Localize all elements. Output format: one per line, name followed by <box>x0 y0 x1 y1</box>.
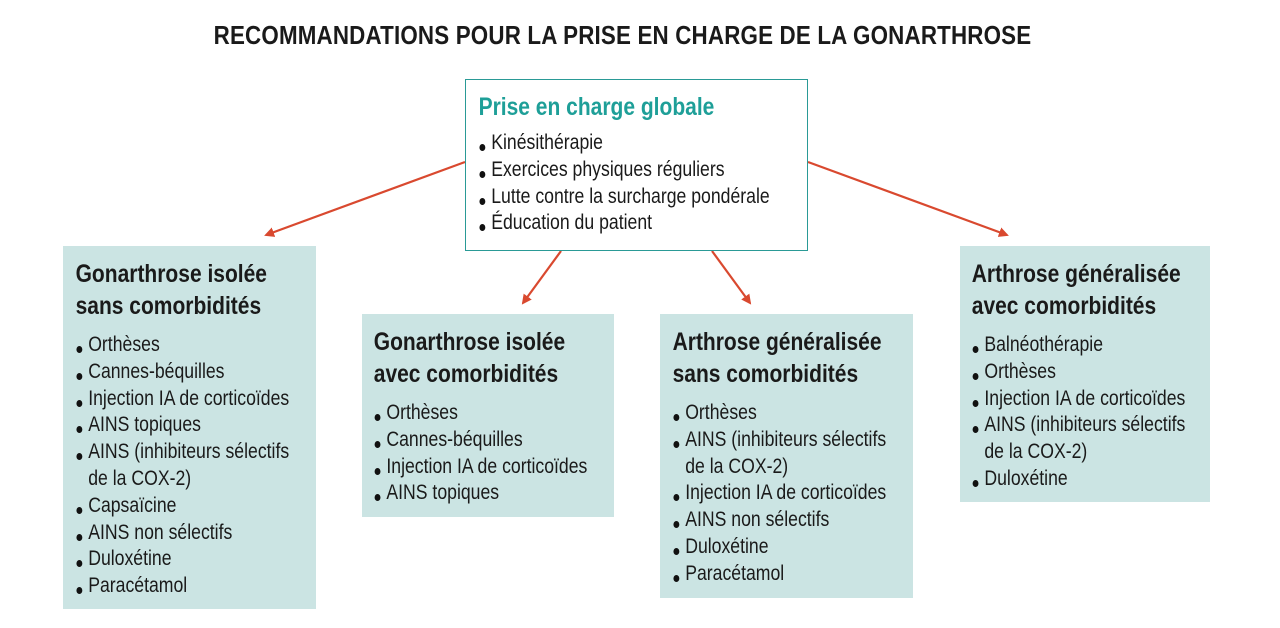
list-item: Lutte contre la surcharge pondérale <box>479 184 753 211</box>
list-item: Cannes-béquilles <box>76 359 276 386</box>
arrow-to-box-2 <box>523 251 561 303</box>
global-care-box <box>465 79 808 251</box>
list-item: Capsaïcine <box>76 493 276 520</box>
arrow-to-box-3 <box>712 251 750 303</box>
diagram-title: RECOMMANDATIONS POUR LA PRISE EN CHARGE DE LA GONARTHROSE <box>213 20 1032 50</box>
list-item: Kinésithérapie <box>479 130 753 157</box>
list-item: AINS topiques <box>374 480 574 507</box>
box-title: Gonarthrose isolée avec comorbidités <box>373 328 566 388</box>
list-item: AINS topiques <box>76 412 276 439</box>
arrow-to-box-1 <box>266 162 465 235</box>
list-item: Injection IA de corticoïdes <box>972 386 1170 413</box>
list-item: Orthèses <box>76 332 276 359</box>
box-title: Gonarthrose isolée sans comorbidités <box>75 260 268 320</box>
arrow-to-box-4 <box>808 162 1007 235</box>
list-item: Paracétamol <box>76 573 276 600</box>
treatment-list <box>76 332 290 600</box>
global-care-title: Prise en charge globale <box>478 93 715 121</box>
list-item: AINS non sélectifs <box>673 507 873 534</box>
list-item: Injection IA de corticoïdes <box>374 454 574 481</box>
list-item: AINS non sélectifs <box>76 520 276 547</box>
list-item: Éducation du patient <box>479 210 753 237</box>
list-item: Orthèses <box>374 400 574 427</box>
treatment-list <box>374 400 588 507</box>
list-item: Injection IA de corticoïdes <box>673 480 873 507</box>
box-title: Arthrose généralisée avec comorbidités <box>971 260 1181 320</box>
global-care-list <box>479 130 770 237</box>
treatment-list <box>673 400 887 588</box>
list-item: Orthèses <box>972 359 1170 386</box>
list-item: Duloxétine <box>76 546 276 573</box>
generalized-oa-with-comorbidities-box <box>960 246 1210 502</box>
list-item: Balnéothérapie <box>972 332 1170 359</box>
list-item: Duloxétine <box>972 466 1170 493</box>
list-item: Exercices physiques réguliers <box>479 157 753 184</box>
list-item: Injection IA de corticoïdes <box>76 386 276 413</box>
generalized-oa-no-comorbidities-box <box>660 314 913 598</box>
box-title: Arthrose généralisée sans comorbidités <box>672 328 882 388</box>
list-item: AINS (inhibiteurs sélectifs de la COX-2) <box>76 439 276 493</box>
list-item: Orthèses <box>673 400 873 427</box>
isolated-knee-oa-no-comorbidities-box <box>63 246 316 609</box>
treatment-list <box>972 332 1186 493</box>
list-item: AINS (inhibiteurs sélectifs de la COX-2) <box>972 412 1170 466</box>
list-item: Paracétamol <box>673 561 873 588</box>
list-item: AINS (inhibiteurs sélectifs de la COX-2) <box>673 427 873 481</box>
list-item: Duloxétine <box>673 534 873 561</box>
isolated-knee-oa-with-comorbidities-box <box>362 314 614 517</box>
list-item: Cannes-béquilles <box>374 427 574 454</box>
